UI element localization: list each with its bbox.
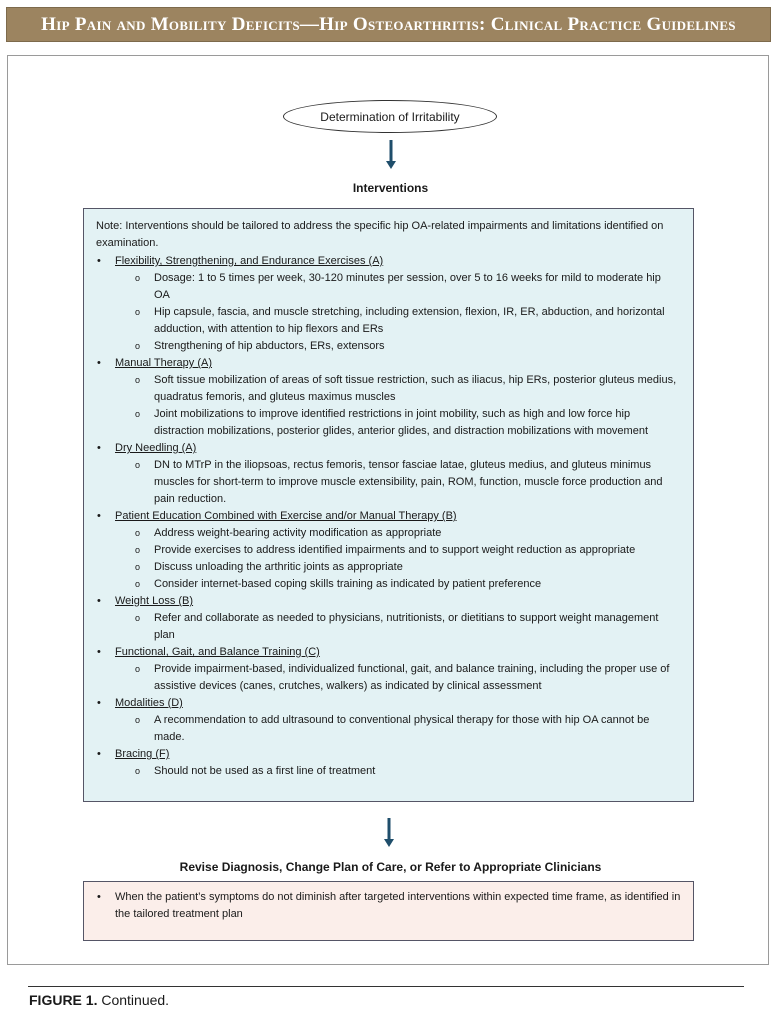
bullet-icon: •: [97, 748, 101, 760]
intervention-detail-text: Consider internet-based coping skills training as indicated by patient preference: [154, 578, 542, 590]
intervention-detail: [115, 559, 681, 576]
intervention-detail-text: Address weight-bearing activity modification as appropriate: [154, 527, 442, 539]
category-item: [96, 746, 681, 780]
intervention-detail: [115, 763, 681, 780]
category-label: Manual Therapy (A): [115, 357, 213, 369]
intervention-detail-text: Strengthening of hip abductors, ERs, extensors: [154, 340, 385, 352]
category-label: Functional, Gait, and Balance Training (C): [115, 646, 320, 658]
intervention-detail-text: Joint mobilizations to improve identified restrictions in joint mobility, such as high and low force hip distraction mobilizations, posterior glides, anterior glides, and distraction mobilizations with movement: [154, 408, 649, 437]
intervention-detail-text: Dosage: 1 to 5 times per week, 30-120 minutes per session, over 5 to 16 weeks for mild to moderate hip OA: [154, 272, 661, 301]
intervention-detail: [115, 576, 681, 593]
intervention-detail: [115, 457, 681, 508]
sub-bullet-icon: o: [135, 307, 141, 317]
interventions-heading: Interventions: [352, 181, 429, 195]
down-arrow-icon: [384, 818, 394, 848]
category-sublist: [115, 610, 681, 644]
revise-box: [83, 881, 694, 941]
intervention-detail-text: Provide impairment-based, individualized functional, gait, and balance training, including the proper use of assistive devices (canes, crutches, walkers) as indicated by clinical assessment: [154, 663, 670, 692]
bullet-icon: •: [97, 510, 101, 522]
intervention-detail-text: Should not be used as a first line of treatment: [154, 765, 376, 777]
revise-item: [96, 889, 681, 923]
sub-bullet-icon: o: [135, 613, 141, 623]
figure-caption-label: FIGURE 1.: [29, 992, 98, 1008]
figure-caption-text: Continued.: [97, 992, 170, 1008]
category-item: [96, 508, 681, 593]
category-sublist: [115, 457, 681, 508]
sub-bullet-icon: o: [135, 528, 141, 538]
header-bar: [6, 7, 771, 42]
intervention-detail: [115, 304, 681, 338]
intervention-detail: [115, 610, 681, 644]
bullet-icon: •: [97, 697, 101, 709]
category-sublist: [115, 763, 681, 780]
category-sublist: [115, 661, 681, 695]
intervention-detail-text: DN to MTrP in the iliopsoas, rectus femoris, tensor fasciae latae, gluteus medius, and gluteus minimus muscles for short-term to improve muscle extensibility, pain, ROM, function, muscle force production and pain reduction.: [154, 459, 663, 505]
sub-bullet-icon: o: [135, 273, 141, 283]
category-item: [96, 355, 681, 440]
intervention-detail-text: Provide exercises to address identified impairments and to support weight reduction as appropriate: [154, 544, 636, 556]
sub-bullet-icon: o: [135, 545, 141, 555]
category-sublist: [115, 372, 681, 440]
revise-item-text: When the patient’s symptoms do not diminish after targeted interventions within expected time frame, as identified in the tailored treatment plan: [115, 891, 681, 920]
intervention-detail: [115, 338, 681, 355]
footer-rule: [28, 986, 744, 987]
category-label: Modalities (D): [115, 697, 183, 709]
intervention-detail: [115, 542, 681, 559]
sub-bullet-icon: o: [135, 715, 141, 725]
header-title: Hip Pain and Mobility Deficits—Hip Osteoarthritis: Clinical Practice Guidelines: [41, 13, 736, 35]
irritability-node-label: Determination of Irritability: [320, 109, 460, 124]
category-label: Bracing (F): [115, 748, 170, 760]
sub-bullet-icon: o: [135, 664, 141, 674]
figure-caption: [29, 992, 169, 1008]
sub-bullet-icon: o: [135, 341, 141, 351]
sub-bullet-icon: o: [135, 375, 141, 385]
category-sublist: [115, 712, 681, 746]
sub-bullet-icon: o: [135, 579, 141, 589]
bullet-icon: •: [97, 357, 101, 369]
sub-bullet-icon: o: [135, 409, 141, 419]
interventions-note: Note: Interventions should be tailored to address the specific hip OA-related impairments and limitations identified on examination.: [96, 220, 664, 249]
interventions-box: [83, 208, 694, 802]
intervention-detail: [115, 372, 681, 406]
intervention-detail-text: Discuss unloading the arthritic joints as appropriate: [154, 561, 403, 573]
sub-bullet-icon: o: [135, 562, 141, 572]
revise-heading: Revise Diagnosis, Change Plan of Care, or Refer to Appropriate Clinicians: [179, 860, 602, 874]
category-item: [96, 253, 681, 355]
category-item: [96, 644, 681, 695]
sub-bullet-icon: o: [135, 460, 141, 470]
category-label: Weight Loss (B): [115, 595, 194, 607]
category-item: [96, 593, 681, 644]
intervention-detail: [115, 525, 681, 542]
down-arrow-icon: [386, 140, 396, 170]
intervention-detail-text: Hip capsule, fascia, and muscle stretching, including extension, flexion, IR, ER, abduction, and horizontal adduction, with attention to hip flexors and ERs: [154, 306, 665, 335]
interventions-list: [96, 253, 681, 780]
sub-bullet-icon: o: [135, 766, 141, 776]
bullet-icon: •: [97, 442, 101, 454]
bullet-icon: •: [97, 646, 101, 658]
category-label: Flexibility, Strengthening, and Endurance Exercises (A): [115, 255, 384, 267]
intervention-detail-text: A recommendation to add ultrasound to conventional physical therapy for those with hip OA cannot be made.: [154, 714, 650, 743]
bullet-icon: •: [97, 255, 101, 267]
intervention-detail: [115, 406, 681, 440]
intervention-detail: [115, 712, 681, 746]
intervention-detail-text: Soft tissue mobilization of areas of soft tissue restriction, such as iliacus, hip ERs, posterior gluteus medius, quadratus femoris, and gluteus maximus muscles: [154, 374, 677, 403]
irritability-node: [283, 100, 497, 133]
bullet-icon: •: [97, 595, 101, 607]
category-label: Patient Education Combined with Exercise and/or Manual Therapy (B): [115, 510, 457, 522]
category-label: Dry Needling (A): [115, 442, 197, 454]
intervention-detail-text: Refer and collaborate as needed to physicians, nutritionists, or dietitians to support weight management plan: [154, 612, 659, 641]
category-item: [96, 695, 681, 746]
category-sublist: [115, 525, 681, 593]
category-sublist: [115, 270, 681, 355]
intervention-detail: [115, 661, 681, 695]
intervention-detail: [115, 270, 681, 304]
category-item: [96, 440, 681, 508]
bullet-icon: •: [97, 891, 101, 903]
